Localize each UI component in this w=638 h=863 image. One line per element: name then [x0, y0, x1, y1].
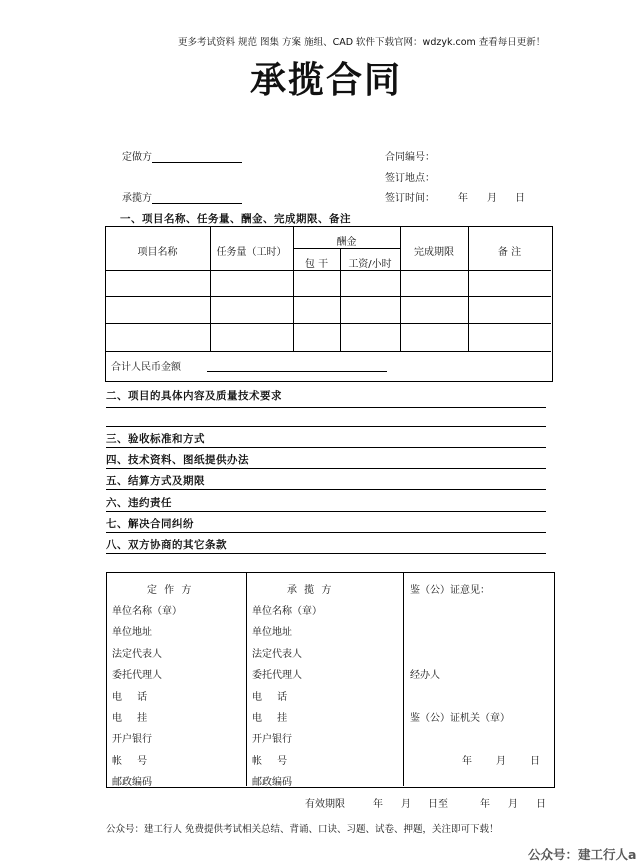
validity-day2: 日	[536, 799, 546, 810]
section-4-title: 四、技术资料、图纸提供办法	[106, 454, 249, 466]
left-agent: 委托代理人	[112, 670, 162, 681]
total-amount-label: 合计人民币金额	[111, 362, 181, 373]
mid-postcode: 邮政编码	[252, 777, 292, 788]
section-5-title: 五、结算方式及期限	[106, 475, 205, 487]
sign-place-label: 签订地点：	[385, 173, 435, 184]
validity-month2: 月	[508, 799, 518, 810]
section-1-title: 一、项目名称、任务量、酬金、完成期限、备注	[120, 213, 351, 225]
mid-unit-name: 单位名称（章）	[252, 606, 322, 617]
mid-account: 帐 号	[252, 756, 294, 767]
col-deadline: 完成期限	[414, 247, 454, 258]
left-unit-name: 单位名称（章）	[112, 606, 182, 617]
sign-left-header: 定 作 方	[147, 585, 194, 596]
dingzuo-label: 定做方	[122, 152, 152, 163]
section-6-title: 六、违约责任	[106, 497, 172, 509]
left-telegraph: 电 挂	[112, 713, 154, 724]
left-bank: 开户银行	[112, 734, 152, 745]
left-legal-rep: 法定代表人	[112, 649, 162, 660]
watermark: 公众号：建工行人a	[528, 847, 637, 862]
contract-no-label: 合同编号：	[385, 152, 435, 163]
mid-unit-address: 单位地址	[252, 627, 292, 638]
validity-label: 有效期限	[305, 799, 345, 810]
validity-month: 月	[401, 799, 411, 810]
section-7-title: 七、解决合同纠纷	[106, 518, 194, 530]
sign-month: 月	[487, 193, 497, 204]
col-pay-bao: 包 干	[304, 259, 329, 270]
total-amount-blank[interactable]	[207, 371, 387, 372]
validity-year2: 年	[480, 799, 490, 810]
notary-year: 年	[462, 756, 472, 767]
col-remark: 备 注	[497, 247, 522, 258]
left-postcode: 邮政编码	[112, 777, 152, 788]
mid-telegraph: 电 挂	[252, 713, 294, 724]
chenglan-blank[interactable]	[152, 191, 242, 204]
mid-agent: 委托代理人	[252, 670, 302, 681]
notary-month: 月	[496, 756, 506, 767]
col-workload: 任务量（工时）	[216, 247, 287, 258]
section-2-title: 二、项目的具体内容及质量技术要求	[106, 390, 282, 402]
dingzuo-field	[122, 148, 242, 163]
col-project-name: 项目名称	[137, 247, 178, 258]
left-phone: 电 话	[112, 692, 154, 703]
sign-right-header: 鉴（公）证意见：	[410, 585, 490, 596]
section-3-title: 三、验收标准和方式	[106, 433, 205, 445]
left-account: 帐 号	[112, 756, 154, 767]
notary-org-label: 鉴（公）证机关（章）	[410, 713, 510, 724]
dingzuo-blank[interactable]	[152, 150, 242, 163]
chenglan-field	[122, 189, 242, 204]
page-title: 承揽合同	[250, 59, 403, 101]
sign-year: 年	[458, 193, 468, 204]
validity-year: 年	[373, 799, 383, 810]
col-pay: 酬金	[336, 237, 357, 248]
col-pay-hour: 工资/小时	[348, 259, 392, 270]
chenglan-label: 承揽方	[122, 193, 152, 204]
left-unit-address: 单位地址	[112, 627, 152, 638]
section-8-title: 八、双方协商的其它条款	[106, 539, 227, 551]
sign-mid-header: 承 揽 方	[287, 585, 334, 596]
mid-phone: 电 话	[252, 692, 294, 703]
sign-time-label: 签订时间：	[385, 193, 435, 204]
header-note: 更多考试资料 规范 图集 方案 施组、CAD 软件下载官网：wdzyk.com 查看每日更新！	[178, 37, 546, 48]
footer-note: 公众号：建工行人 免费提供考试相关总结、背诵、口诀、习题、试卷、押题，关注即可下载！	[106, 824, 499, 835]
mid-legal-rep: 法定代表人	[252, 649, 302, 660]
notary-day: 日	[530, 756, 540, 767]
mid-bank: 开户银行	[252, 734, 292, 745]
sign-day: 日	[515, 193, 525, 204]
agent-label: 经办人	[410, 670, 440, 681]
validity-to: 日至	[428, 799, 448, 810]
